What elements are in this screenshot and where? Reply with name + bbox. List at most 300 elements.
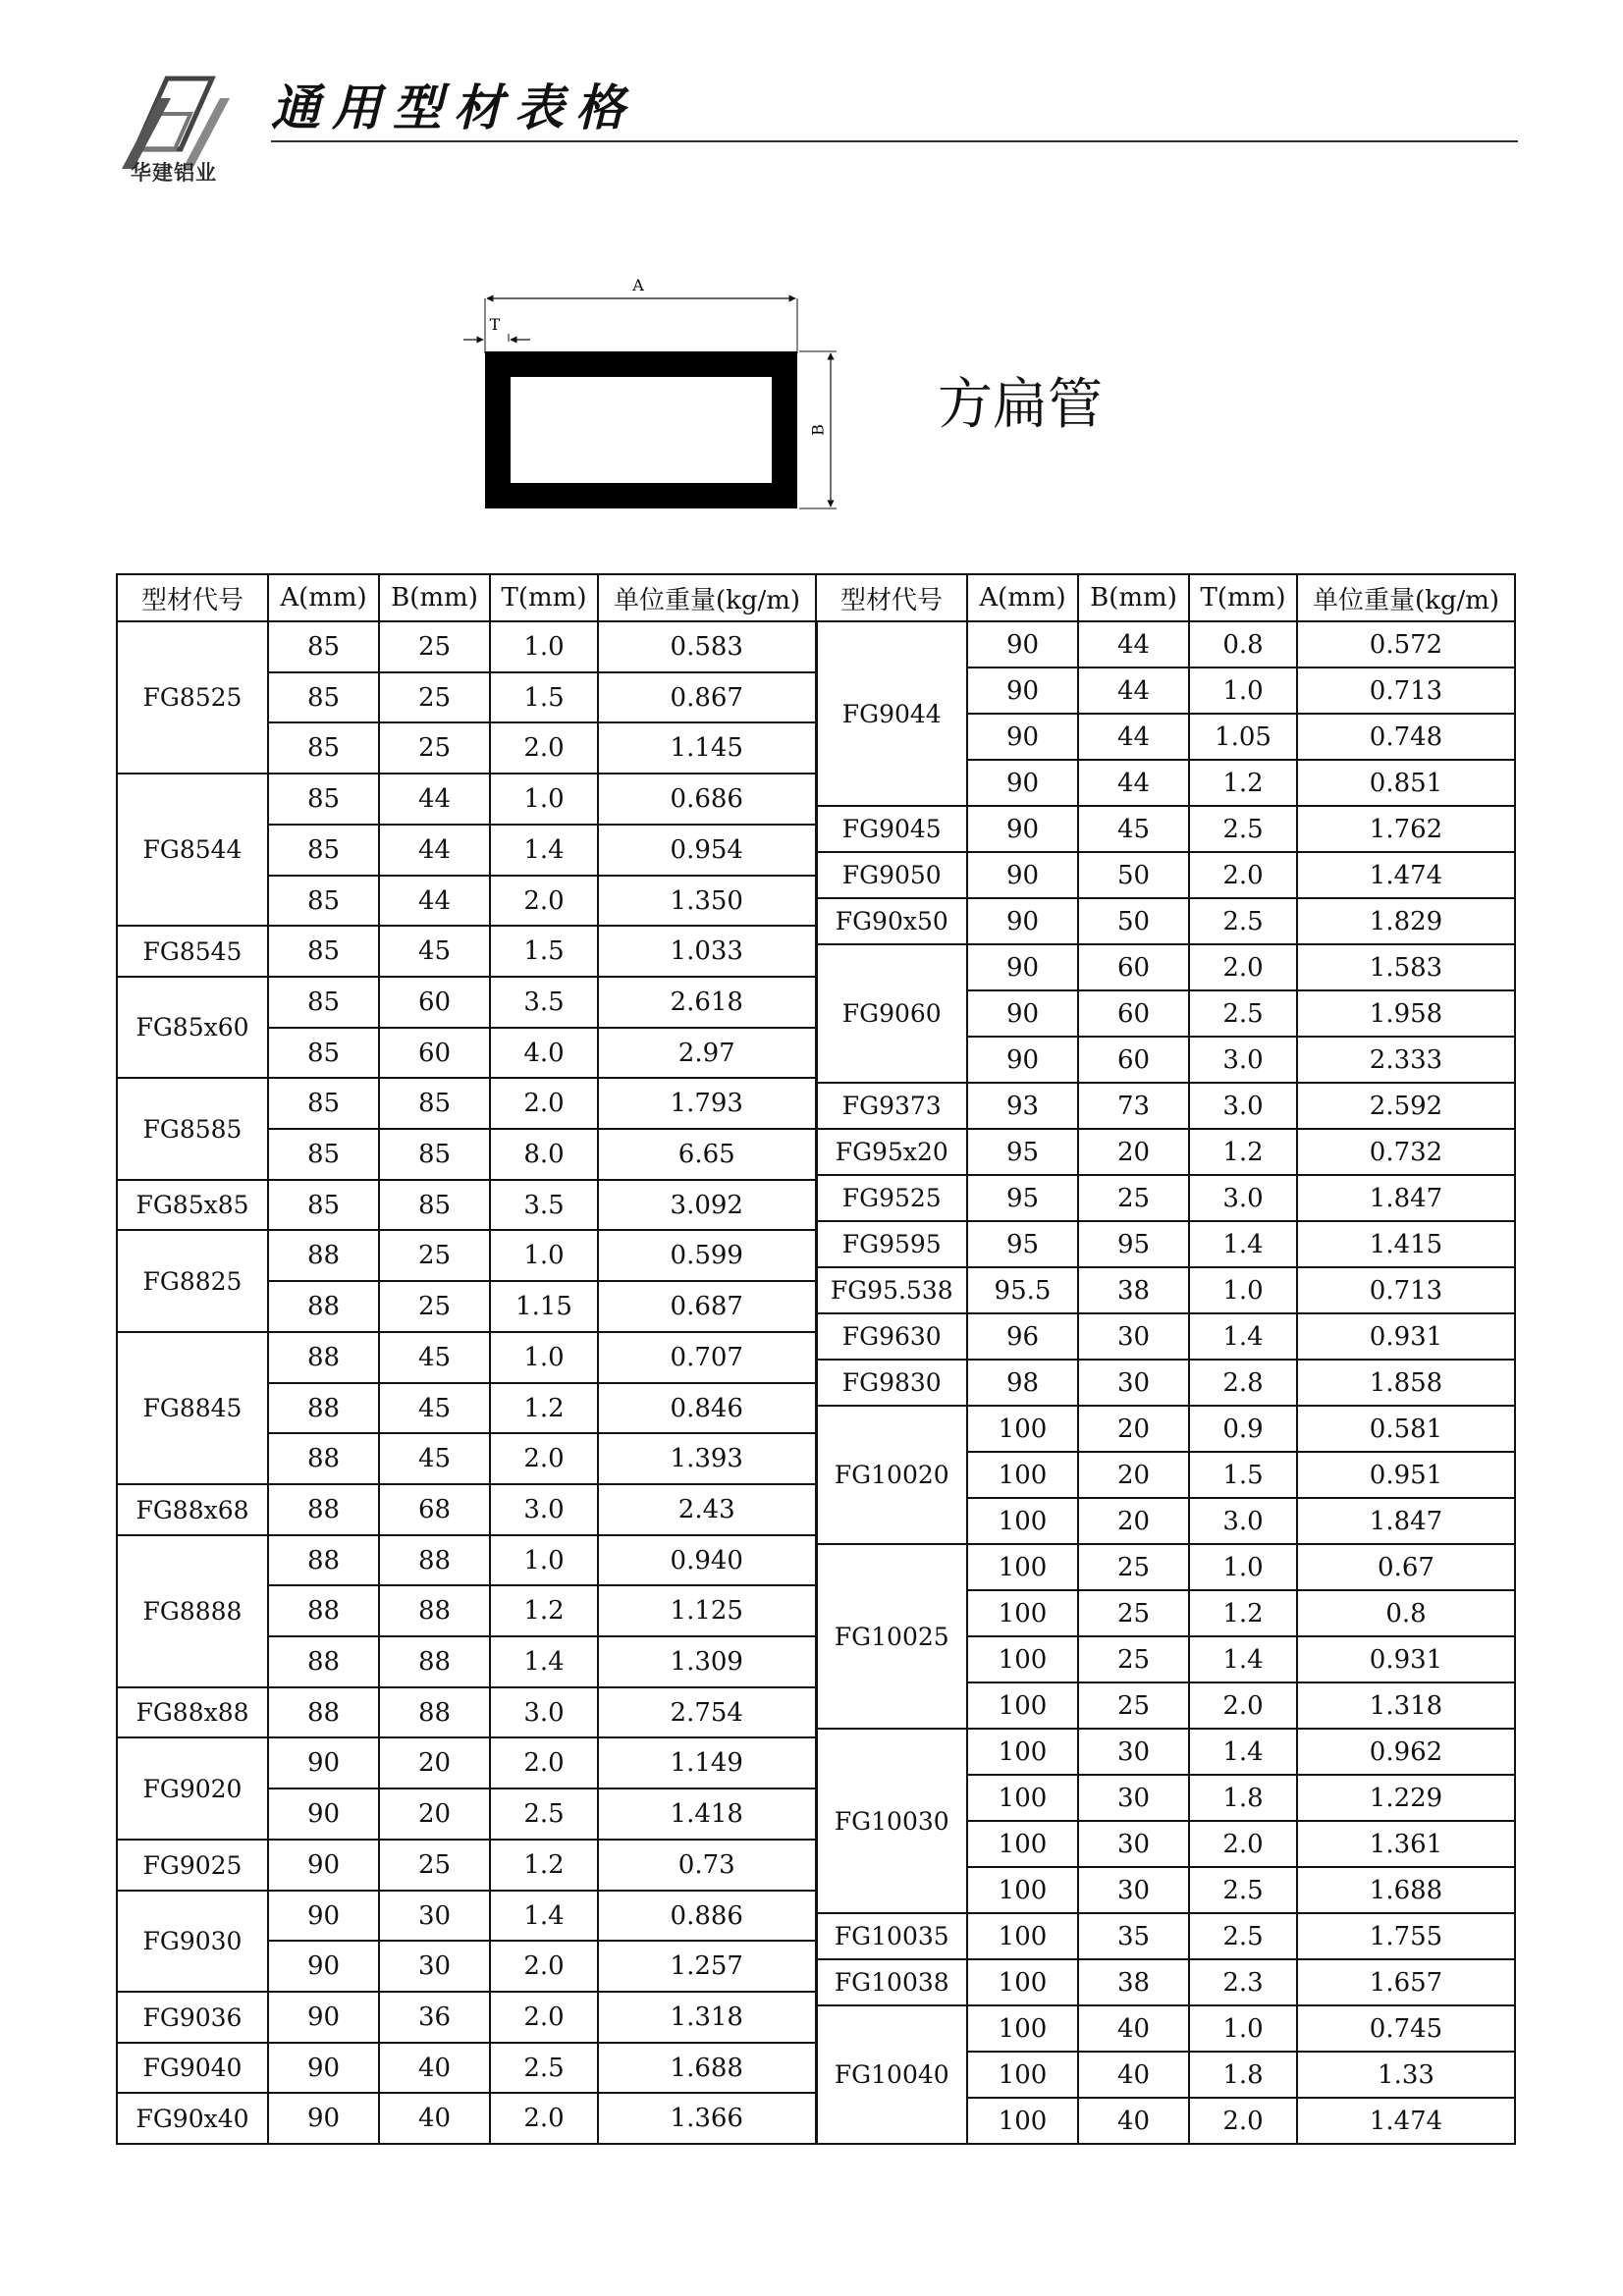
value-cell-t: 1.2 — [1189, 1590, 1297, 1636]
value-cell-a: 100 — [967, 1452, 1078, 1498]
value-cell-t: 3.5 — [490, 1180, 598, 1230]
value-cell-b: 38 — [1078, 1959, 1189, 2005]
value-cell-t: 2.0 — [1189, 944, 1297, 990]
table-row — [117, 1129, 1515, 1175]
value-cell-w: 2.97 — [598, 1028, 816, 1078]
value-cell-b: 60 — [379, 977, 490, 1028]
value-cell-w: 0.867 — [598, 672, 816, 722]
value-cell-a: 90 — [967, 714, 1078, 760]
value-cell-t: 1.0 — [1189, 1544, 1297, 1590]
value-cell-w: 0.73 — [598, 1840, 816, 1891]
value-cell-t: 1.2 — [490, 1840, 598, 1891]
value-cell-t: 2.0 — [1189, 2098, 1297, 2144]
value-cell-b: 30 — [1078, 1821, 1189, 1867]
value-cell-w: 1.415 — [1297, 1221, 1515, 1267]
value-cell-a: 85 — [268, 825, 379, 876]
value-cell-w: 0.687 — [598, 1281, 816, 1332]
value-cell-b: 30 — [1078, 1729, 1189, 1775]
value-cell-w: 0.583 — [598, 621, 816, 672]
value-cell-t: 0.8 — [1189, 621, 1297, 667]
value-cell-w: 1.688 — [1297, 1867, 1515, 1913]
value-cell-t: 2.5 — [1189, 806, 1297, 852]
value-cell-b: 30 — [1078, 1360, 1189, 1406]
value-cell-a: 100 — [967, 1590, 1078, 1636]
value-cell-t: 2.0 — [490, 1433, 598, 1484]
value-cell-a: 100 — [967, 1498, 1078, 1544]
value-cell-w: 1.033 — [598, 926, 816, 977]
profile-code-cell: FG10035 — [816, 1913, 967, 1959]
value-cell-w: 2.754 — [598, 1687, 816, 1737]
value-cell-a: 93 — [967, 1083, 1078, 1129]
value-cell-b: 40 — [379, 2043, 490, 2093]
value-cell-b: 25 — [379, 672, 490, 722]
value-cell-b: 25 — [379, 1840, 490, 1891]
value-cell-t: 3.0 — [490, 1687, 598, 1737]
value-cell-b: 60 — [1078, 944, 1189, 990]
value-cell-t: 2.0 — [1189, 1821, 1297, 1867]
dimension-t-label: T — [489, 315, 501, 334]
value-cell-a: 90 — [967, 944, 1078, 990]
value-cell-a: 90 — [967, 621, 1078, 667]
value-cell-t: 1.0 — [490, 774, 598, 825]
value-cell-b: 45 — [1078, 806, 1189, 852]
value-cell-t: 2.5 — [490, 2043, 598, 2093]
column-header: T(mm) — [490, 574, 598, 621]
column-header: T(mm) — [1189, 574, 1297, 621]
value-cell-b: 38 — [1078, 1267, 1189, 1313]
value-cell-b: 95 — [1078, 1221, 1189, 1267]
value-cell-w: 0.707 — [598, 1332, 816, 1383]
value-cell-t: 1.4 — [1189, 1636, 1297, 1682]
value-cell-t: 2.3 — [1189, 1959, 1297, 2005]
dimension-a-label: A — [632, 276, 644, 294]
value-cell-a: 100 — [967, 2098, 1078, 2144]
value-cell-a: 85 — [268, 926, 379, 977]
profile-code-cell: FG8544 — [117, 774, 268, 926]
profile-code-cell: FG10040 — [816, 2005, 967, 2144]
value-cell-a: 88 — [268, 1383, 379, 1433]
value-cell-w: 1.125 — [598, 1585, 816, 1636]
value-cell-b: 45 — [379, 1383, 490, 1433]
value-cell-t: 1.4 — [1189, 1313, 1297, 1360]
value-cell-t: 1.5 — [1189, 1452, 1297, 1498]
value-cell-b: 20 — [379, 1737, 490, 1789]
value-cell-a: 90 — [268, 1992, 379, 2043]
profile-code-cell: FG8525 — [117, 621, 268, 774]
value-cell-w: 1.350 — [598, 876, 816, 926]
profile-code-cell: FG88x68 — [117, 1484, 268, 1535]
value-cell-a: 88 — [268, 1484, 379, 1535]
value-cell-a: 90 — [268, 1789, 379, 1840]
value-cell-b: 20 — [1078, 1498, 1189, 1544]
value-cell-t: 1.5 — [490, 672, 598, 722]
value-cell-t: 1.2 — [1189, 1129, 1297, 1175]
value-cell-w: 1.418 — [598, 1789, 816, 1840]
column-header: 单位重量(kg/m) — [1297, 574, 1515, 621]
value-cell-a: 88 — [268, 1535, 379, 1585]
value-cell-b: 25 — [1078, 1590, 1189, 1636]
value-cell-a: 90 — [967, 760, 1078, 806]
profile-code-cell: FG95x20 — [816, 1129, 967, 1175]
column-header: A(mm) — [268, 574, 379, 621]
value-cell-w: 1.393 — [598, 1433, 816, 1484]
value-cell-w: 1.229 — [1297, 1775, 1515, 1821]
value-cell-w: 0.745 — [1297, 2005, 1515, 2052]
value-cell-w: 1.318 — [598, 1992, 816, 2043]
value-cell-t: 1.4 — [490, 1891, 598, 1941]
value-cell-t: 1.4 — [1189, 1729, 1297, 1775]
value-cell-a: 100 — [967, 1406, 1078, 1452]
dimension-b-label: B — [808, 424, 828, 436]
column-header: 单位重量(kg/m) — [598, 574, 816, 621]
value-cell-a: 90 — [967, 1037, 1078, 1083]
value-cell-b: 44 — [379, 774, 490, 825]
value-cell-a: 90 — [967, 667, 1078, 714]
value-cell-t: 2.8 — [1189, 1360, 1297, 1406]
value-cell-t: 1.8 — [1189, 2052, 1297, 2098]
value-cell-b: 40 — [1078, 2098, 1189, 2144]
value-cell-b: 25 — [379, 1230, 490, 1281]
value-cell-w: 2.592 — [1297, 1083, 1515, 1129]
column-header: B(mm) — [1078, 574, 1189, 621]
value-cell-a: 90 — [967, 852, 1078, 898]
value-cell-t: 8.0 — [490, 1129, 598, 1180]
value-cell-w: 0.713 — [1297, 1267, 1515, 1313]
value-cell-w: 6.65 — [598, 1129, 816, 1180]
profile-code-cell: FG10020 — [816, 1406, 967, 1544]
value-cell-w: 1.847 — [1297, 1175, 1515, 1221]
value-cell-b: 88 — [379, 1687, 490, 1737]
value-cell-b: 44 — [1078, 714, 1189, 760]
value-cell-t: 2.0 — [490, 1078, 598, 1129]
value-cell-a: 85 — [268, 1180, 379, 1230]
profile-code-cell: FG9830 — [816, 1360, 967, 1406]
profile-code-cell: FG9020 — [117, 1737, 268, 1840]
value-cell-a: 100 — [967, 2005, 1078, 2052]
value-cell-t: 2.5 — [1189, 1913, 1297, 1959]
profile-code-cell: FG9040 — [117, 2043, 268, 2093]
value-cell-w: 1.309 — [598, 1636, 816, 1687]
value-cell-t: 4.0 — [490, 1028, 598, 1078]
value-cell-t: 3.0 — [1189, 1037, 1297, 1083]
value-cell-t: 2.0 — [1189, 1682, 1297, 1729]
value-cell-a: 85 — [268, 1028, 379, 1078]
value-cell-t: 1.8 — [1189, 1775, 1297, 1821]
value-cell-w: 0.581 — [1297, 1406, 1515, 1452]
profile-code-cell: FG88x88 — [117, 1687, 268, 1737]
value-cell-b: 25 — [379, 1281, 490, 1332]
value-cell-a: 100 — [967, 1636, 1078, 1682]
value-cell-b: 30 — [1078, 1313, 1189, 1360]
value-cell-b: 45 — [379, 1433, 490, 1484]
value-cell-a: 90 — [967, 898, 1078, 944]
value-cell-a: 85 — [268, 672, 379, 722]
value-cell-a: 88 — [268, 1585, 379, 1636]
value-cell-b: 44 — [1078, 760, 1189, 806]
value-cell-b: 50 — [1078, 852, 1189, 898]
value-cell-a: 90 — [268, 1891, 379, 1941]
value-cell-t: 1.2 — [490, 1585, 598, 1636]
profile-code-cell: FG9025 — [117, 1840, 268, 1891]
value-cell-t: 1.2 — [490, 1383, 598, 1433]
value-cell-b: 60 — [379, 1028, 490, 1078]
value-cell-t: 1.0 — [490, 621, 598, 672]
cross-section-diagram — [452, 265, 864, 520]
value-cell-w: 0.886 — [598, 1891, 816, 1941]
value-cell-w: 1.366 — [598, 2093, 816, 2144]
value-cell-t: 1.0 — [1189, 1267, 1297, 1313]
value-cell-b: 30 — [1078, 1775, 1189, 1821]
value-cell-b: 25 — [1078, 1636, 1189, 1682]
profile-code-cell: FG10025 — [816, 1544, 967, 1729]
value-cell-a: 90 — [268, 2043, 379, 2093]
value-cell-w: 1.474 — [1297, 2098, 1515, 2144]
value-cell-a: 100 — [967, 1913, 1078, 1959]
value-cell-t: 1.2 — [1189, 760, 1297, 806]
value-cell-t: 3.0 — [1189, 1175, 1297, 1221]
value-cell-w: 1.583 — [1297, 944, 1515, 990]
value-cell-t: 2.5 — [490, 1789, 598, 1840]
value-cell-t: 2.0 — [490, 876, 598, 926]
value-cell-w: 1.958 — [1297, 990, 1515, 1037]
value-cell-t: 2.5 — [1189, 990, 1297, 1037]
profile-code-cell: FG10038 — [816, 1959, 967, 2005]
value-cell-b: 40 — [379, 2093, 490, 2144]
value-cell-a: 88 — [268, 1636, 379, 1687]
profile-code-cell: FG8845 — [117, 1332, 268, 1484]
value-cell-w: 2.618 — [598, 977, 816, 1028]
value-cell-w: 0.962 — [1297, 1729, 1515, 1775]
product-name: 方扁管 — [938, 373, 1103, 437]
value-cell-a: 85 — [268, 1078, 379, 1129]
value-cell-b: 25 — [1078, 1544, 1189, 1590]
value-cell-b: 88 — [379, 1585, 490, 1636]
value-cell-b: 20 — [1078, 1452, 1189, 1498]
value-cell-w: 1.149 — [598, 1737, 816, 1789]
value-cell-a: 85 — [268, 621, 379, 672]
value-cell-b: 45 — [379, 926, 490, 977]
value-cell-b: 44 — [1078, 667, 1189, 714]
value-cell-w: 0.732 — [1297, 1129, 1515, 1175]
value-cell-a: 88 — [268, 1281, 379, 1332]
value-cell-t: 3.5 — [490, 977, 598, 1028]
value-cell-b: 44 — [1078, 621, 1189, 667]
spec-table — [116, 573, 1516, 2145]
value-cell-t: 2.0 — [490, 2093, 598, 2144]
value-cell-w: 0.940 — [598, 1535, 816, 1585]
value-cell-w: 1.257 — [598, 1941, 816, 1992]
value-cell-a: 95 — [967, 1129, 1078, 1175]
value-cell-b: 85 — [379, 1129, 490, 1180]
value-cell-a: 88 — [268, 1687, 379, 1737]
value-cell-w: 0.599 — [598, 1230, 816, 1281]
value-cell-w: 1.657 — [1297, 1959, 1515, 2005]
value-cell-a: 95 — [967, 1221, 1078, 1267]
value-cell-a: 90 — [268, 1840, 379, 1891]
value-cell-t: 1.0 — [490, 1535, 598, 1585]
value-cell-w: 1.474 — [1297, 852, 1515, 898]
column-header: 型材代号 — [816, 574, 967, 621]
value-cell-w: 0.851 — [1297, 760, 1515, 806]
value-cell-w: 1.33 — [1297, 2052, 1515, 2098]
value-cell-b: 25 — [379, 621, 490, 672]
value-cell-a: 90 — [268, 1941, 379, 1992]
profile-code-cell: FG8825 — [117, 1230, 268, 1332]
profile-code-cell: FG8888 — [117, 1535, 268, 1687]
table-header-row — [117, 574, 1515, 621]
value-cell-w: 0.846 — [598, 1383, 816, 1433]
value-cell-a: 85 — [268, 1129, 379, 1180]
value-cell-w: 1.858 — [1297, 1360, 1515, 1406]
value-cell-w: 1.688 — [598, 2043, 816, 2093]
value-cell-w: 0.8 — [1297, 1590, 1515, 1636]
value-cell-b: 45 — [379, 1332, 490, 1383]
value-cell-w: 0.931 — [1297, 1313, 1515, 1360]
value-cell-b: 30 — [379, 1891, 490, 1941]
value-cell-a: 90 — [967, 990, 1078, 1037]
value-cell-b: 88 — [379, 1535, 490, 1585]
value-cell-w: 1.755 — [1297, 1913, 1515, 1959]
profile-code-cell: FG10030 — [816, 1729, 967, 1913]
table-row — [117, 621, 1515, 667]
value-cell-a: 100 — [967, 1544, 1078, 1590]
value-cell-w: 0.748 — [1297, 714, 1515, 760]
value-cell-t: 1.05 — [1189, 714, 1297, 760]
value-cell-t: 2.0 — [490, 1737, 598, 1789]
profile-code-cell: FG9044 — [816, 621, 967, 806]
value-cell-t: 3.0 — [1189, 1083, 1297, 1129]
value-cell-a: 95.5 — [967, 1267, 1078, 1313]
value-cell-t: 3.0 — [490, 1484, 598, 1535]
profile-code-cell: FG9030 — [117, 1891, 268, 1992]
value-cell-w: 1.145 — [598, 722, 816, 774]
value-cell-a: 100 — [967, 1821, 1078, 1867]
profile-code-cell: FG9525 — [816, 1175, 967, 1221]
value-cell-b: 30 — [379, 1941, 490, 1992]
value-cell-a: 100 — [967, 1682, 1078, 1729]
profile-code-cell: FG9595 — [816, 1221, 967, 1267]
value-cell-b: 50 — [1078, 898, 1189, 944]
value-cell-a: 85 — [268, 977, 379, 1028]
value-cell-w: 1.793 — [598, 1078, 816, 1129]
value-cell-a: 88 — [268, 1332, 379, 1383]
value-cell-b: 44 — [379, 876, 490, 926]
tube-cavity — [511, 377, 772, 483]
value-cell-b: 60 — [1078, 1037, 1189, 1083]
value-cell-w: 1.829 — [1297, 898, 1515, 944]
value-cell-t: 1.0 — [1189, 2005, 1297, 2052]
value-cell-w: 1.847 — [1297, 1498, 1515, 1544]
value-cell-a: 90 — [268, 2093, 379, 2144]
profile-code-cell: FG90x50 — [816, 898, 967, 944]
value-cell-w: 2.333 — [1297, 1037, 1515, 1083]
value-cell-t: 1.4 — [1189, 1221, 1297, 1267]
value-cell-a: 100 — [967, 2052, 1078, 2098]
value-cell-b: 40 — [1078, 2005, 1189, 2052]
value-cell-a: 90 — [268, 1737, 379, 1789]
profile-code-cell: FG9036 — [117, 1992, 268, 2043]
value-cell-w: 0.951 — [1297, 1452, 1515, 1498]
profile-code-cell: FG85x85 — [117, 1180, 268, 1230]
value-cell-w: 0.931 — [1297, 1636, 1515, 1682]
value-cell-b: 35 — [1078, 1913, 1189, 1959]
value-cell-w: 0.686 — [598, 774, 816, 825]
profile-code-cell: FG85x60 — [117, 977, 268, 1078]
value-cell-a: 98 — [967, 1360, 1078, 1406]
value-cell-t: 3.0 — [1189, 1498, 1297, 1544]
value-cell-b: 20 — [1078, 1129, 1189, 1175]
value-cell-w: 1.361 — [1297, 1821, 1515, 1867]
value-cell-w: 2.43 — [598, 1484, 816, 1535]
value-cell-a: 88 — [268, 1433, 379, 1484]
value-cell-t: 1.0 — [490, 1230, 598, 1281]
value-cell-b: 60 — [1078, 990, 1189, 1037]
profile-code-cell: FG8585 — [117, 1078, 268, 1180]
column-header: A(mm) — [967, 574, 1078, 621]
value-cell-b: 73 — [1078, 1083, 1189, 1129]
value-cell-t: 1.0 — [1189, 667, 1297, 714]
profile-code-cell: FG9373 — [816, 1083, 967, 1129]
value-cell-b: 36 — [379, 1992, 490, 2043]
value-cell-t: 1.4 — [490, 1636, 598, 1687]
value-cell-a: 95 — [967, 1175, 1078, 1221]
value-cell-a: 90 — [967, 806, 1078, 852]
value-cell-w: 0.572 — [1297, 621, 1515, 667]
header-divider — [271, 140, 1518, 142]
value-cell-a: 100 — [967, 1867, 1078, 1913]
value-cell-w: 0.713 — [1297, 667, 1515, 714]
page-title: 通用型材表格 — [271, 80, 636, 136]
value-cell-b: 85 — [379, 1180, 490, 1230]
value-cell-a: 88 — [268, 1230, 379, 1281]
value-cell-t: 2.0 — [1189, 852, 1297, 898]
column-header: 型材代号 — [117, 574, 268, 621]
value-cell-b: 85 — [379, 1078, 490, 1129]
value-cell-a: 85 — [268, 722, 379, 774]
value-cell-t: 2.0 — [490, 722, 598, 774]
value-cell-b: 88 — [379, 1636, 490, 1687]
value-cell-t: 1.5 — [490, 926, 598, 977]
profile-code-cell: FG8545 — [117, 926, 268, 977]
profile-code-cell: FG9050 — [816, 852, 967, 898]
value-cell-t: 1.0 — [490, 1332, 598, 1383]
value-cell-b: 20 — [1078, 1406, 1189, 1452]
value-cell-t: 1.15 — [490, 1281, 598, 1332]
value-cell-a: 85 — [268, 876, 379, 926]
value-cell-b: 40 — [1078, 2052, 1189, 2098]
value-cell-w: 1.318 — [1297, 1682, 1515, 1729]
value-cell-a: 100 — [967, 1959, 1078, 2005]
value-cell-a: 100 — [967, 1775, 1078, 1821]
value-cell-w: 0.954 — [598, 825, 816, 876]
value-cell-w: 3.092 — [598, 1180, 816, 1230]
value-cell-t: 2.0 — [490, 1941, 598, 1992]
value-cell-b: 30 — [1078, 1867, 1189, 1913]
value-cell-b: 68 — [379, 1484, 490, 1535]
value-cell-t: 2.0 — [490, 1992, 598, 2043]
value-cell-b: 44 — [379, 825, 490, 876]
value-cell-b: 20 — [379, 1789, 490, 1840]
value-cell-b: 25 — [379, 722, 490, 774]
profile-code-cell: FG95.538 — [816, 1267, 967, 1313]
profile-code-cell: FG9630 — [816, 1313, 967, 1360]
value-cell-t: 1.4 — [490, 825, 598, 876]
value-cell-a: 100 — [967, 1729, 1078, 1775]
value-cell-b: 25 — [1078, 1175, 1189, 1221]
value-cell-w: 0.67 — [1297, 1544, 1515, 1590]
value-cell-b: 25 — [1078, 1682, 1189, 1729]
value-cell-t: 2.5 — [1189, 898, 1297, 944]
